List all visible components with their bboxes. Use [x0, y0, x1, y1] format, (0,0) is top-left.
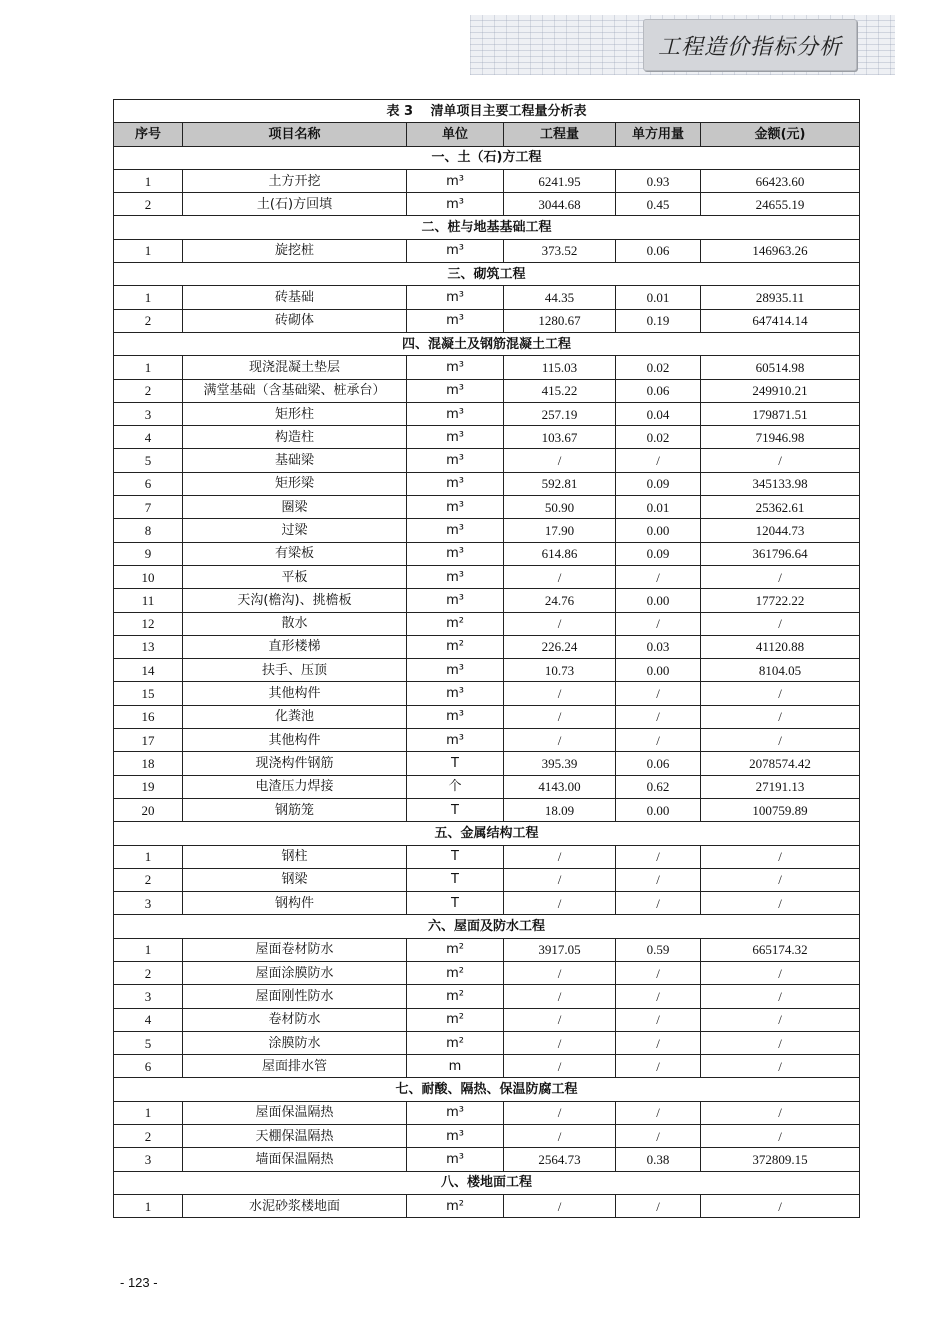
unit: m² — [407, 1031, 504, 1054]
amount: 345133.98 — [701, 472, 860, 495]
unit-usage: / — [616, 682, 701, 705]
item-name: 屋面刚性防水 — [183, 985, 407, 1008]
row-index: 5 — [114, 449, 183, 472]
row-index: 6 — [114, 472, 183, 495]
item-name: 钢柱 — [183, 845, 407, 868]
table-row — [114, 309, 860, 332]
unit: T — [407, 752, 504, 775]
item-name: 水泥砂浆楼地面 — [183, 1194, 407, 1217]
unit-usage: 0.09 — [616, 472, 701, 495]
amount: / — [701, 868, 860, 891]
item-name: 构造柱 — [183, 426, 407, 449]
section-title: 工程造价指标分析 — [657, 34, 842, 60]
item-name: 圈梁 — [183, 496, 407, 519]
quantity: / — [504, 682, 616, 705]
amount: / — [701, 1008, 860, 1031]
amount: 71946.98 — [701, 426, 860, 449]
unit: m³ — [407, 542, 504, 565]
amount: / — [701, 1101, 860, 1124]
unit: m³ — [407, 729, 504, 752]
item-name: 屋面涂膜防水 — [183, 961, 407, 984]
section-label: 二、桩与地基基础工程 — [114, 216, 860, 239]
unit: m³ — [407, 169, 504, 192]
unit: m³ — [407, 1101, 504, 1124]
column-header-item-name: 项目名称 — [183, 123, 407, 146]
amount: / — [701, 449, 860, 472]
item-name: 墙面保温隔热 — [183, 1148, 407, 1171]
row-index: 4 — [114, 426, 183, 449]
unit-usage: 0.06 — [616, 752, 701, 775]
quantity: 6241.95 — [504, 169, 616, 192]
table-row — [114, 1008, 860, 1031]
quantity: / — [504, 705, 616, 728]
quantity: 18.09 — [504, 798, 616, 821]
row-index: 19 — [114, 775, 183, 798]
item-name: 卷材防水 — [183, 1008, 407, 1031]
unit-usage: 0.00 — [616, 798, 701, 821]
table-row — [114, 426, 860, 449]
row-index: 1 — [114, 938, 183, 961]
row-index: 5 — [114, 1031, 183, 1054]
amount: / — [701, 1194, 860, 1217]
row-index: 20 — [114, 798, 183, 821]
unit-usage: 0.03 — [616, 635, 701, 658]
unit: m³ — [407, 309, 504, 332]
unit-usage: / — [616, 1055, 701, 1078]
row-index: 4 — [114, 1008, 183, 1031]
quantity: / — [504, 1031, 616, 1054]
item-name: 有梁板 — [183, 542, 407, 565]
table-row — [114, 798, 860, 821]
unit: m² — [407, 938, 504, 961]
table-row — [114, 659, 860, 682]
column-header-quantity: 工程量 — [504, 123, 616, 146]
unit-usage: / — [616, 1125, 701, 1148]
quantity: 44.35 — [504, 286, 616, 309]
table-row — [114, 729, 860, 752]
amount: 60514.98 — [701, 356, 860, 379]
table-row — [114, 496, 860, 519]
unit: m³ — [407, 402, 504, 425]
unit: m³ — [407, 705, 504, 728]
unit-usage: / — [616, 1031, 701, 1054]
unit-usage: / — [616, 705, 701, 728]
row-index: 2 — [114, 961, 183, 984]
quantity: / — [504, 1101, 616, 1124]
quantity: / — [504, 565, 616, 588]
quantity: / — [504, 1194, 616, 1217]
unit-usage: 0.19 — [616, 309, 701, 332]
section-label: 一、土（石)方工程 — [114, 146, 860, 169]
table-row — [114, 1125, 860, 1148]
unit-usage: / — [616, 565, 701, 588]
amount: / — [701, 845, 860, 868]
table-row — [114, 868, 860, 891]
unit-usage: 0.00 — [616, 589, 701, 612]
amount: / — [701, 1031, 860, 1054]
table-row — [114, 402, 860, 425]
table-row — [114, 565, 860, 588]
amount: / — [701, 729, 860, 752]
item-name: 满堂基础（含基础梁、桩承台） — [183, 379, 407, 402]
unit: m — [407, 1055, 504, 1078]
unit-usage: 0.02 — [616, 426, 701, 449]
unit: m² — [407, 961, 504, 984]
row-index: 3 — [114, 402, 183, 425]
quantity: 103.67 — [504, 426, 616, 449]
table-row — [114, 682, 860, 705]
quantity: / — [504, 449, 616, 472]
row-index: 1 — [114, 845, 183, 868]
unit-usage: 0.02 — [616, 356, 701, 379]
unit: m³ — [407, 286, 504, 309]
section-header-row — [114, 915, 860, 938]
row-index: 18 — [114, 752, 183, 775]
table-header-row — [114, 123, 860, 146]
item-name: 屋面卷材防水 — [183, 938, 407, 961]
item-name: 旋挖桩 — [183, 239, 407, 262]
row-index: 9 — [114, 542, 183, 565]
unit: m³ — [407, 519, 504, 542]
row-index: 13 — [114, 635, 183, 658]
unit: m³ — [407, 239, 504, 262]
quantity-analysis-table — [113, 99, 860, 1218]
section-header-row — [114, 332, 860, 355]
item-name: 矩形柱 — [183, 402, 407, 425]
amount: 146963.26 — [701, 239, 860, 262]
unit: m³ — [407, 472, 504, 495]
quantity: 3044.68 — [504, 193, 616, 216]
column-header-unit-usage: 单方用量 — [616, 123, 701, 146]
quantity: 415.22 — [504, 379, 616, 402]
section-label: 六、屋面及防水工程 — [114, 915, 860, 938]
quantity: 257.19 — [504, 402, 616, 425]
quantity: 226.24 — [504, 635, 616, 658]
row-index: 3 — [114, 1148, 183, 1171]
table-row — [114, 705, 860, 728]
unit: T — [407, 868, 504, 891]
item-name: 现浇混凝土垫层 — [183, 356, 407, 379]
amount: 66423.60 — [701, 169, 860, 192]
unit: m³ — [407, 356, 504, 379]
table-row — [114, 612, 860, 635]
unit: m³ — [407, 379, 504, 402]
unit-usage: / — [616, 449, 701, 472]
item-name: 电渣压力焊接 — [183, 775, 407, 798]
item-name: 天沟(檐沟)、挑檐板 — [183, 589, 407, 612]
item-name: 涂膜防水 — [183, 1031, 407, 1054]
unit-usage: / — [616, 1008, 701, 1031]
row-index: 14 — [114, 659, 183, 682]
amount: / — [701, 961, 860, 984]
amount: 179871.51 — [701, 402, 860, 425]
row-index: 6 — [114, 1055, 183, 1078]
amount: 25362.61 — [701, 496, 860, 519]
section-label: 四、混凝土及钢筋混凝土工程 — [114, 332, 860, 355]
item-name: 平板 — [183, 565, 407, 588]
unit-usage: 0.09 — [616, 542, 701, 565]
unit-usage: 0.59 — [616, 938, 701, 961]
row-index: 2 — [114, 1125, 183, 1148]
section-label: 七、耐酸、隔热、保温防腐工程 — [114, 1078, 860, 1101]
unit: m³ — [407, 496, 504, 519]
unit: m³ — [407, 589, 504, 612]
item-name: 扶手、压顶 — [183, 659, 407, 682]
unit: m³ — [407, 1148, 504, 1171]
section-title-tab — [643, 19, 857, 71]
row-index: 3 — [114, 892, 183, 915]
quantity: / — [504, 729, 616, 752]
item-name: 土(石)方回填 — [183, 193, 407, 216]
unit: m³ — [407, 659, 504, 682]
table-row — [114, 1148, 860, 1171]
section-label: 三、砌筑工程 — [114, 263, 860, 286]
section-header-row — [114, 216, 860, 239]
table-row — [114, 1194, 860, 1217]
quantity: 115.03 — [504, 356, 616, 379]
quantity: 1280.67 — [504, 309, 616, 332]
amount: 24655.19 — [701, 193, 860, 216]
quantity: / — [504, 1008, 616, 1031]
row-index: 10 — [114, 565, 183, 588]
table-row — [114, 845, 860, 868]
amount: 361796.64 — [701, 542, 860, 565]
table-row — [114, 356, 860, 379]
item-name: 直形楼梯 — [183, 635, 407, 658]
unit: m³ — [407, 565, 504, 588]
section-header-row — [114, 146, 860, 169]
amount: 17722.22 — [701, 589, 860, 612]
table-row — [114, 239, 860, 262]
quantity: 4143.00 — [504, 775, 616, 798]
amount: / — [701, 612, 860, 635]
quantity: 614.86 — [504, 542, 616, 565]
quantity: 373.52 — [504, 239, 616, 262]
unit: T — [407, 845, 504, 868]
row-index: 17 — [114, 729, 183, 752]
section-header-row — [114, 263, 860, 286]
row-index: 2 — [114, 193, 183, 216]
unit-usage: 0.62 — [616, 775, 701, 798]
row-index: 1 — [114, 286, 183, 309]
table-row — [114, 752, 860, 775]
unit: m² — [407, 1008, 504, 1031]
amount: 8104.05 — [701, 659, 860, 682]
item-name: 现浇构件钢筋 — [183, 752, 407, 775]
unit-usage: / — [616, 961, 701, 984]
item-name: 天棚保温隔热 — [183, 1125, 407, 1148]
unit: m³ — [407, 682, 504, 705]
quantity: 10.73 — [504, 659, 616, 682]
unit-usage: 0.00 — [616, 659, 701, 682]
unit-usage: 0.06 — [616, 379, 701, 402]
unit-usage: / — [616, 1194, 701, 1217]
section-label: 五、金属结构工程 — [114, 822, 860, 845]
amount: 41120.88 — [701, 635, 860, 658]
page-number: - 123 - — [120, 1275, 158, 1290]
item-name: 钢梁 — [183, 868, 407, 891]
table-row — [114, 519, 860, 542]
unit-usage: 0.06 — [616, 239, 701, 262]
unit: m³ — [407, 1125, 504, 1148]
table-row — [114, 193, 860, 216]
table-row — [114, 379, 860, 402]
unit-usage: 0.00 — [616, 519, 701, 542]
quantity: 17.90 — [504, 519, 616, 542]
item-name: 化粪池 — [183, 705, 407, 728]
unit: m² — [407, 612, 504, 635]
amount: 2078574.42 — [701, 752, 860, 775]
section-label: 八、楼地面工程 — [114, 1171, 860, 1194]
column-header-index: 序号 — [114, 123, 183, 146]
table-body — [114, 146, 860, 1218]
item-name: 其他构件 — [183, 729, 407, 752]
row-index: 12 — [114, 612, 183, 635]
unit-usage: / — [616, 612, 701, 635]
amount: 665174.32 — [701, 938, 860, 961]
table-row — [114, 589, 860, 612]
unit-usage: 0.45 — [616, 193, 701, 216]
unit-usage: 0.01 — [616, 496, 701, 519]
table-row — [114, 985, 860, 1008]
quantity: 24.76 — [504, 589, 616, 612]
table-row — [114, 449, 860, 472]
unit: T — [407, 892, 504, 915]
item-name: 基础梁 — [183, 449, 407, 472]
unit-usage: / — [616, 845, 701, 868]
quantity: 2564.73 — [504, 1148, 616, 1171]
item-name: 砖砌体 — [183, 309, 407, 332]
unit-usage: / — [616, 868, 701, 891]
row-index: 7 — [114, 496, 183, 519]
row-index: 1 — [114, 239, 183, 262]
quantity: / — [504, 1125, 616, 1148]
item-name: 过梁 — [183, 519, 407, 542]
table-row — [114, 286, 860, 309]
item-name: 屋面排水管 — [183, 1055, 407, 1078]
amount: 647414.14 — [701, 309, 860, 332]
section-header-row — [114, 1078, 860, 1101]
amount: / — [701, 892, 860, 915]
quantity: / — [504, 985, 616, 1008]
column-header-amount: 金额(元) — [701, 123, 860, 146]
amount: 27191.13 — [701, 775, 860, 798]
amount: / — [701, 682, 860, 705]
table-row — [114, 542, 860, 565]
row-index: 15 — [114, 682, 183, 705]
row-index: 11 — [114, 589, 183, 612]
quantity: 592.81 — [504, 472, 616, 495]
item-name: 土方开挖 — [183, 169, 407, 192]
amount: 12044.73 — [701, 519, 860, 542]
unit: m³ — [407, 426, 504, 449]
row-index: 2 — [114, 379, 183, 402]
row-index: 2 — [114, 309, 183, 332]
unit-usage: 0.04 — [616, 402, 701, 425]
item-name: 钢筋笼 — [183, 798, 407, 821]
row-index: 1 — [114, 1101, 183, 1124]
quantity: / — [504, 612, 616, 635]
table-row — [114, 1101, 860, 1124]
item-name: 屋面保温隔热 — [183, 1101, 407, 1124]
table-row — [114, 169, 860, 192]
unit-usage: / — [616, 1101, 701, 1124]
amount: 28935.11 — [701, 286, 860, 309]
section-header-row — [114, 1171, 860, 1194]
unit-usage: / — [616, 892, 701, 915]
row-index: 8 — [114, 519, 183, 542]
unit: m² — [407, 1194, 504, 1217]
quantity: 3917.05 — [504, 938, 616, 961]
unit-usage: / — [616, 985, 701, 1008]
table-title: 表 3 清单项目主要工程量分析表 — [114, 100, 860, 123]
item-name: 砖基础 — [183, 286, 407, 309]
amount: / — [701, 1055, 860, 1078]
table-row — [114, 472, 860, 495]
unit: 个 — [407, 775, 504, 798]
amount: / — [701, 1125, 860, 1148]
amount: 249910.21 — [701, 379, 860, 402]
table-row — [114, 1055, 860, 1078]
row-index: 1 — [114, 1194, 183, 1217]
table-row — [114, 635, 860, 658]
unit: m³ — [407, 193, 504, 216]
item-name: 其他构件 — [183, 682, 407, 705]
quantity: 395.39 — [504, 752, 616, 775]
unit-usage: 0.01 — [616, 286, 701, 309]
table-row — [114, 938, 860, 961]
item-name: 矩形梁 — [183, 472, 407, 495]
amount: / — [701, 985, 860, 1008]
quantity: / — [504, 892, 616, 915]
unit: m² — [407, 985, 504, 1008]
row-index: 1 — [114, 356, 183, 379]
unit-usage: 0.93 — [616, 169, 701, 192]
table-row — [114, 775, 860, 798]
unit: m² — [407, 635, 504, 658]
section-header-row — [114, 822, 860, 845]
unit-usage: 0.38 — [616, 1148, 701, 1171]
table-row — [114, 1031, 860, 1054]
quantity: 50.90 — [504, 496, 616, 519]
amount: / — [701, 705, 860, 728]
item-name: 钢构件 — [183, 892, 407, 915]
amount: / — [701, 565, 860, 588]
quantity: / — [504, 868, 616, 891]
column-header-unit: 单位 — [407, 123, 504, 146]
row-index: 2 — [114, 868, 183, 891]
row-index: 1 — [114, 169, 183, 192]
unit: m³ — [407, 449, 504, 472]
quantity: / — [504, 1055, 616, 1078]
table-row — [114, 892, 860, 915]
row-index: 3 — [114, 985, 183, 1008]
table-row — [114, 961, 860, 984]
amount: 372809.15 — [701, 1148, 860, 1171]
quantity: / — [504, 845, 616, 868]
unit-usage: / — [616, 729, 701, 752]
unit: T — [407, 798, 504, 821]
quantity: / — [504, 961, 616, 984]
row-index: 16 — [114, 705, 183, 728]
item-name: 散水 — [183, 612, 407, 635]
amount: 100759.89 — [701, 798, 860, 821]
